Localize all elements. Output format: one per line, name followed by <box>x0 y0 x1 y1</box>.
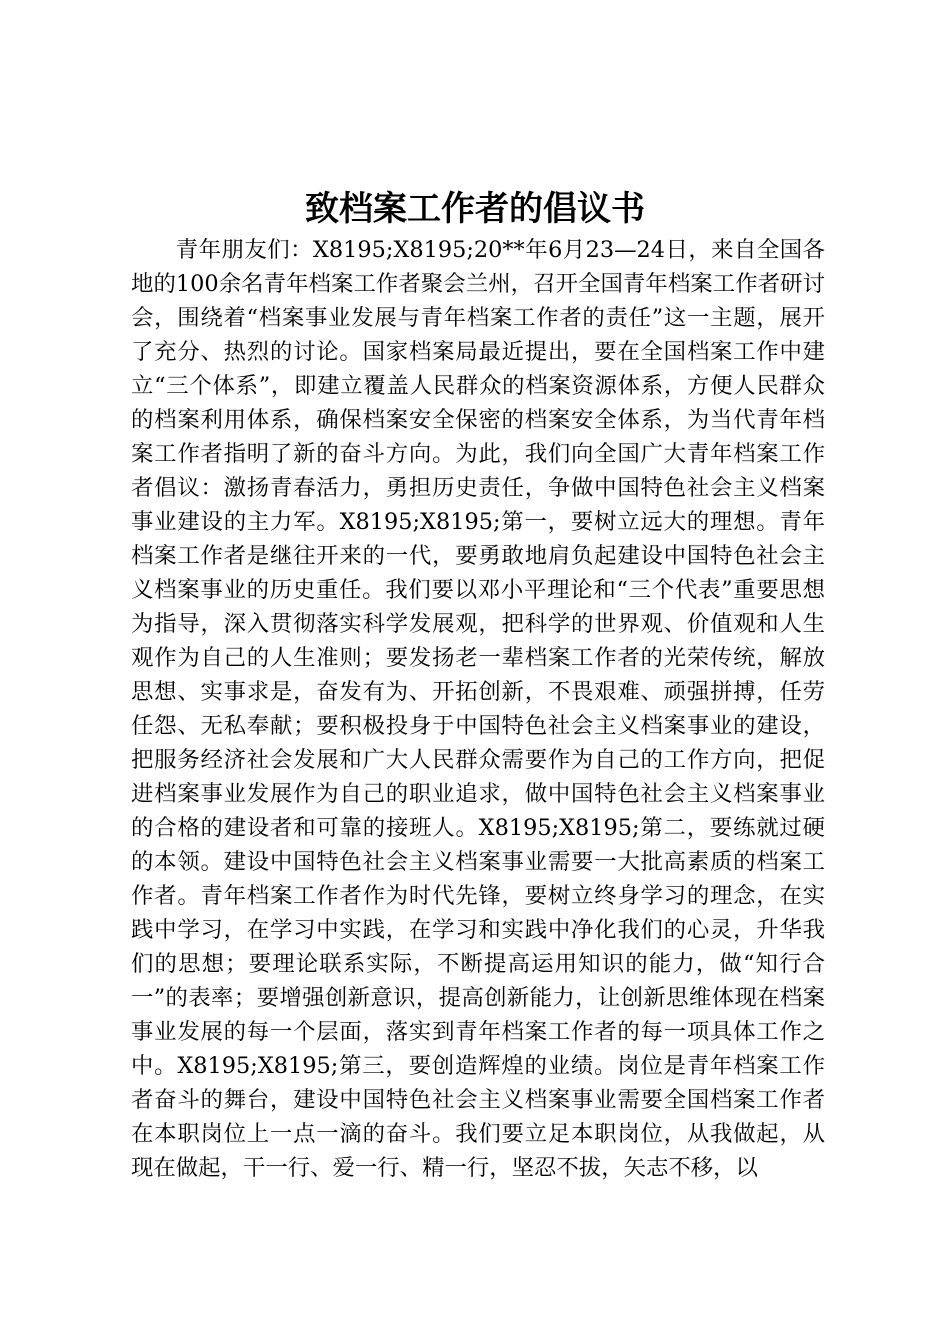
document-title: 致档案工作者的倡议书 <box>305 189 645 229</box>
document-body: 青年朋友们：X8195;X8195;20**年6月23—24日，来自全国各地的100余名青年档案工作者聚会兰州，召开全国青年档案工作者研讨会，围绕着“档案事业发展与青年档案工作者的责任”这一主题，展开了充分、热烈的讨论。国家档案局最近提出，要在全国档案工作中建立“三个体系”，即建立覆盖人民群众的档案资源体系，方便人民群众的档案利用体系，确保档案安全保密的档案安全体系，为当代青年档案工作者指明了新的奋斗方向。为此，我们向全国广大青年档案工作者倡议：激扬青春活力，勇担历史责任，争做中国特色社会主义档案事业建设的主力军。X8195;X8195;第一，要树立远大的理想。青年档案工作者是继往开来的一代，要勇敢地肩负起建设中国特色社会主义档案事业的历史重任。我们要以邓小平理论和“三个代表”重要思想为指导，深入贯彻落实科学发展观，把科学的世界观、价值观和人生观作为自己的人生准则；要发扬老一辈档案工作者的光荣传统，解放思想、实事求是，奋发有为、开拓创新，不畏艰难、顽强拼搏，任劳任怨、无私奉献；要积极投身于中国特色社会主义档案事业的建设，把服务经济社会发展和广大人民群众需要作为自己的工作方向，把促进档案事业发展作为自己的职业追求，做中国特色社会主义档案事业的合格的建设者和可靠的接班人。X8195;X8195;第二，要练就过硬的本领。建设中国特色社会主义档案事业需要一大批高素质的档案工作者。青年档案工作者作为时代先锋，要树立终身学习的理念，在实践中学习，在学习中实践，在学习和实践中净化我们的心灵，升华我们的思想；要理论联系实际，不断提高运用知识的能力，做“知行合一”的表率；要增强创新意识，提高创新能力，让创新思维体现在档案事业发展的每一个层面，落实到青年档案工作者的每一项具体工作之中。X8195;X8195;第三，要创造辉煌的业绩。岗位是青年档案工作者奋斗的舞台，建设中国特色社会主义档案事业需要全国档案工作者在本职岗位上一点一滴的奋斗。我们要立足本职岗位，从我做起，从现在做起，干一行、爱一行、精一行，坚忍不拔，矢志不移，以 <box>131 237 825 1181</box>
